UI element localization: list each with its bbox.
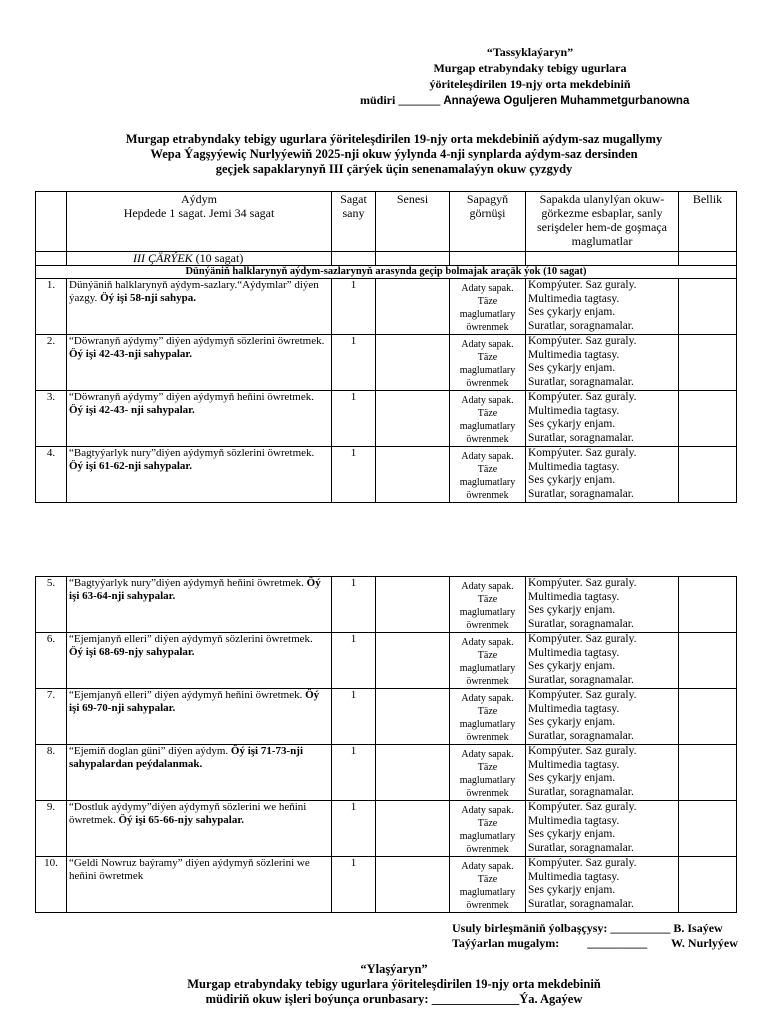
director-label: müdiri _______ <box>360 93 441 107</box>
resource-item: Kompýuter. Saz guraly. <box>528 391 637 403</box>
resource-item: Multimedia tagtasy. <box>528 702 620 715</box>
approval-director <box>360 92 768 109</box>
lesson-hours: 1 <box>332 745 376 801</box>
lesson-note <box>679 633 737 689</box>
resource-item: Suratlar, soragnamalar. <box>528 673 634 686</box>
resource-item: Kompýuter. Saz guraly. <box>528 279 637 291</box>
lesson-date <box>376 857 450 913</box>
resource-item: Ses çykarjy enjam. <box>528 884 616 896</box>
lesson-hours: 1 <box>332 801 376 857</box>
lesson-number: 9. <box>36 801 67 857</box>
director-name: Annaýewa Oguljeren Muhammetgurbanowna <box>443 95 690 107</box>
table-row <box>36 633 737 689</box>
header-type: Sapagyň görnüşi <box>450 192 526 252</box>
lesson-date <box>376 801 450 857</box>
lesson-number: 8. <box>36 745 67 801</box>
lesson-resources <box>526 689 679 745</box>
lesson-type: Adaty sapak. Täze maglumatlary öwrenmek <box>450 857 526 913</box>
lesson-type: Adaty sapak. Täze maglumatlary öwrenmek <box>450 633 526 689</box>
resource-item: Suratlar, soragnamalar. <box>528 487 634 500</box>
lesson-topic: “Bagtyýarlyk nury”diýen aýdymyň heňini öwretmek. Öý işi 63-64-nji sahypalar. <box>67 577 332 633</box>
quarter-row <box>36 252 737 266</box>
table-row <box>36 447 737 503</box>
lesson-note <box>679 391 737 447</box>
lesson-number: 5. <box>36 577 67 633</box>
resource-item: Multimedia tagtasy. <box>528 292 620 305</box>
table-row <box>36 689 737 745</box>
resource-item: Suratlar, soragnamalar. <box>528 319 634 332</box>
approval-title: “Tassyklaýaryn” <box>486 45 574 59</box>
lesson-topic: Dünýäniň halklarynyň aýdym-sazlary.“Aýdymlar” diýen ýazgy. Öý işi 58-nji sahypa. <box>67 279 332 335</box>
resource-item: Kompýuter. Saz guraly. <box>528 447 637 459</box>
plan-table-part1 <box>35 191 737 503</box>
resource-item: Kompýuter. Saz guraly. <box>528 577 637 589</box>
lesson-note <box>679 857 737 913</box>
table-row <box>36 279 737 335</box>
lesson-topic: “Geldi Nowruz baýramy” diýen aýdymyň sözlerini we heňini öwretmek <box>67 857 332 913</box>
teacher-signature: Taýýarlan mugalym: __________ W. Nurlyýew <box>452 936 738 950</box>
methodist-signature: Usuly birleşmäniň ýolbaşçysy: __________ B. Isaýew <box>452 921 723 935</box>
resource-item: Ses çykarjy enjam. <box>528 660 616 672</box>
table-row <box>36 391 737 447</box>
lesson-hours: 1 <box>332 335 376 391</box>
lesson-topic: “Dostluk aýdymy”diýen aýdymyň sözlerini we heňini öwretmek. Öý işi 65-66-njy sahypalar. <box>67 801 332 857</box>
table-header-row <box>36 192 737 252</box>
lesson-date <box>376 577 450 633</box>
lesson-type: Adaty sapak. Täze maglumatlary öwrenmek <box>450 335 526 391</box>
lesson-number: 6. <box>36 633 67 689</box>
lesson-resources <box>526 447 679 503</box>
lesson-date <box>376 279 450 335</box>
lesson-hours: 1 <box>332 447 376 503</box>
lesson-hours: 1 <box>332 689 376 745</box>
resource-item: Suratlar, soragnamalar. <box>528 785 634 798</box>
resource-item: Ses çykarjy enjam. <box>528 306 616 318</box>
lesson-topic: “Ejemjanyň elleri” diýen aýdymyň sözlerini öwretmek. Öý işi 68-69-njy sahypalar. <box>67 633 332 689</box>
header-date: Senesi <box>376 192 450 252</box>
lesson-number: 7. <box>36 689 67 745</box>
lesson-topic: “Döwranyň aýdymy” diýen aýdymyň sözlerini öwretmek. Öý işi 42-43-nji sahypalar. <box>67 335 332 391</box>
lesson-note <box>679 689 737 745</box>
lesson-note <box>679 447 737 503</box>
resource-item: Multimedia tagtasy. <box>528 646 620 659</box>
lesson-type: Adaty sapak. Täze maglumatlary öwrenmek <box>450 577 526 633</box>
approval-block <box>360 44 768 109</box>
lesson-resources <box>526 335 679 391</box>
lesson-number: 10. <box>36 857 67 913</box>
lesson-type: Adaty sapak. Täze maglumatlary öwrenmek <box>450 279 526 335</box>
agreement-line2: müdiriň okuw işleri boýunça orunbasary: ______________Ýa. Agaýew <box>205 992 583 1006</box>
resource-item: Ses çykarjy enjam. <box>528 418 616 430</box>
resource-item: Ses çykarjy enjam. <box>528 772 616 784</box>
section-row <box>36 266 737 279</box>
heading-line1: Murgap etrabyndaky tebigy ugurlara ýöriteleşdirilen 19-njy orta mekdebiniň aýdym-saz mugallymy <box>125 132 663 146</box>
resource-item: Ses çykarjy enjam. <box>528 716 616 728</box>
lesson-topic: “Döwranyň aýdymy” diýen aýdymyň heňini öwretmek. Öý işi 42-43- nji sahypalar. <box>67 391 332 447</box>
resource-item: Multimedia tagtasy. <box>528 460 620 473</box>
table-row <box>36 745 737 801</box>
resource-item: Kompýuter. Saz guraly. <box>528 745 637 757</box>
resource-item: Multimedia tagtasy. <box>528 348 620 361</box>
lesson-hours: 1 <box>332 857 376 913</box>
header-song-line2: Hepdede 1 sagat. Jemi 34 sagat <box>123 206 275 220</box>
agreement-title: “Ylaşýaryn” <box>360 962 428 976</box>
approval-org-line1: Murgap etrabyndaky tebigy ugurlara <box>433 61 627 75</box>
lesson-topic: “Ejemiň doglan güni” diýen aýdym. Öý işi 71-73-nji sahypalardan peýdalanmak. <box>67 745 332 801</box>
document-heading <box>60 132 728 177</box>
lesson-resources <box>526 279 679 335</box>
agreement-block <box>60 962 728 1007</box>
lesson-date <box>376 745 450 801</box>
resource-item: Multimedia tagtasy. <box>528 758 620 771</box>
lesson-date <box>376 447 450 503</box>
resource-item: Kompýuter. Saz guraly. <box>528 633 637 645</box>
lesson-hours: 1 <box>332 279 376 335</box>
agreement-line1: Murgap etrabyndaky tebigy ugurlara ýöriteleşdirilen 19-njy orta mekdebiniň <box>187 977 601 991</box>
resource-item: Multimedia tagtasy. <box>528 590 620 603</box>
lesson-resources <box>526 633 679 689</box>
lesson-type: Adaty sapak. Täze maglumatlary öwrenmek <box>450 391 526 447</box>
quarter-label: III ÇÄRÝEK (10 sagat) <box>67 252 332 266</box>
approval-org-line2: ýöriteleşdirilen 19-njy orta mekdebiniň <box>429 77 631 91</box>
heading-line3: geçjek sapaklarynyň III çärýek üçin senenamalaýyn okuw çyzgydy <box>215 162 573 176</box>
signatures-block <box>452 921 752 951</box>
lesson-resources <box>526 801 679 857</box>
resource-item: Multimedia tagtasy. <box>528 870 620 883</box>
lesson-resources <box>526 577 679 633</box>
plan-table-part2 <box>35 576 737 913</box>
resource-item: Kompýuter. Saz guraly. <box>528 335 637 347</box>
lesson-resources <box>526 745 679 801</box>
resource-item: Suratlar, soragnamalar. <box>528 729 634 742</box>
lesson-note <box>679 801 737 857</box>
resource-item: Ses çykarjy enjam. <box>528 828 616 840</box>
lesson-note <box>679 279 737 335</box>
table-row <box>36 857 737 913</box>
resource-item: Kompýuter. Saz guraly. <box>528 801 637 813</box>
resource-item: Suratlar, soragnamalar. <box>528 375 634 388</box>
lesson-hours: 1 <box>332 391 376 447</box>
resource-item: Ses çykarjy enjam. <box>528 604 616 616</box>
lesson-resources <box>526 857 679 913</box>
resource-item: Kompýuter. Saz guraly. <box>528 857 637 869</box>
resource-item: Multimedia tagtasy. <box>528 404 620 417</box>
section-title: Dünýäniň halklarynyň aýdym-sazlarynyň arasynda geçip bolmajak araçäk ýok (10 sagat) <box>36 266 737 279</box>
header-note: Bellik <box>679 192 737 252</box>
resource-item: Suratlar, soragnamalar. <box>528 617 634 630</box>
resource-item: Suratlar, soragnamalar. <box>528 841 634 854</box>
table-row <box>36 577 737 633</box>
lesson-date <box>376 335 450 391</box>
lesson-note <box>679 335 737 391</box>
table-row <box>36 801 737 857</box>
lesson-number: 2. <box>36 335 67 391</box>
resource-item: Kompýuter. Saz guraly. <box>528 689 637 701</box>
lesson-hours: 1 <box>332 633 376 689</box>
lesson-type: Adaty sapak. Täze maglumatlary öwrenmek <box>450 689 526 745</box>
lesson-topic: “Ejemjanyň elleri” diýen aýdymyň heňini öwretmek. Öý işi 69-70-nji sahypalar. <box>67 689 332 745</box>
header-song-line1: Aýdym <box>181 192 217 206</box>
lesson-hours: 1 <box>332 577 376 633</box>
lesson-date <box>376 391 450 447</box>
lesson-date <box>376 689 450 745</box>
resource-item: Multimedia tagtasy. <box>528 814 620 827</box>
lesson-topic: “Bagtyýarlyk nury”diýen aýdymyň sözlerini öwretmek. Öý işi 61-62-nji sahypalar. <box>67 447 332 503</box>
lesson-number: 3. <box>36 391 67 447</box>
header-resources: Sapakda ulanylýan okuw-görkezme esbaplar, sanly serişdeler hem-de goşmaça maglumatlar <box>526 192 679 252</box>
lesson-type: Adaty sapak. Täze maglumatlary öwrenmek <box>450 745 526 801</box>
heading-line2: Wepa Ýagşyýewiç Nurlyýewiň 2025-nji okuw ýylynda 4-nji synplarda aýdym-saz dersinden <box>150 147 638 161</box>
lesson-note <box>679 577 737 633</box>
header-num-cell <box>36 192 67 252</box>
lesson-type: Adaty sapak. Täze maglumatlary öwrenmek <box>450 801 526 857</box>
header-hours: Sagat sany <box>332 192 376 252</box>
lesson-type: Adaty sapak. Täze maglumatlary öwrenmek <box>450 447 526 503</box>
resource-item: Suratlar, soragnamalar. <box>528 897 634 910</box>
resource-item: Suratlar, soragnamalar. <box>528 431 634 444</box>
resource-item: Ses çykarjy enjam. <box>528 362 616 374</box>
lesson-date <box>376 633 450 689</box>
lesson-number: 4. <box>36 447 67 503</box>
lesson-note <box>679 745 737 801</box>
table-row <box>36 335 737 391</box>
resource-item: Ses çykarjy enjam. <box>528 474 616 486</box>
lesson-number: 1. <box>36 279 67 335</box>
header-song <box>67 192 332 252</box>
lesson-resources <box>526 391 679 447</box>
